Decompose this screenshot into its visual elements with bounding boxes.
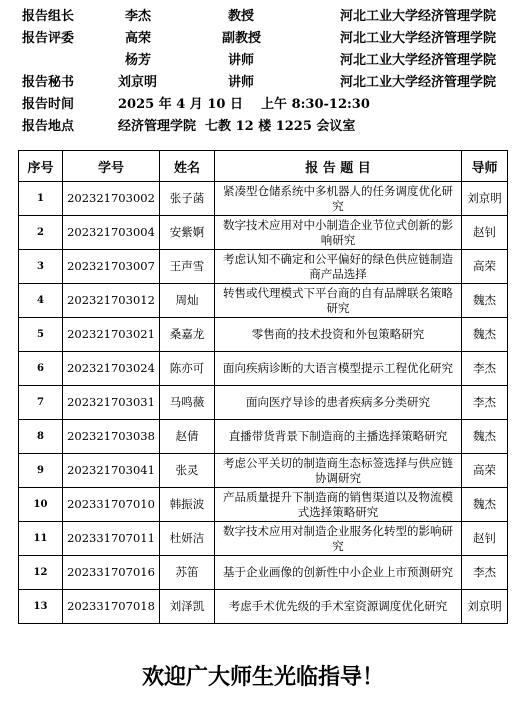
table-row (19, 522, 508, 556)
table-row (19, 488, 508, 522)
cell-advisor: 李杰 (462, 386, 508, 420)
cell-name: 刘泽凯 (160, 590, 215, 624)
place-value: 经济管理学院 七教 12 楼 1225 会议室 (118, 119, 356, 134)
cell-topic: 考虑公平关切的制造商生态标签选择与供应链协调研究 (215, 454, 462, 488)
table-row (19, 182, 508, 216)
cell-student-id: 202321703012 (63, 284, 160, 318)
cell-advisor: 李杰 (462, 352, 508, 386)
leader-title: 教授 (228, 9, 255, 24)
leader-name: 李杰 (125, 9, 152, 24)
table-row (19, 352, 508, 386)
cell-name: 安紫婀 (160, 216, 215, 250)
secretary-label: 报告秘书 (22, 75, 75, 90)
cell-no: 11 (19, 522, 63, 556)
cell-name: 马鸣薇 (160, 386, 215, 420)
cell-no: 9 (19, 454, 63, 488)
cell-name: 苏笛 (160, 556, 215, 590)
leader-org: 河北工业大学经济管理学院 (340, 9, 497, 24)
cell-name: 桑嘉龙 (160, 318, 215, 352)
col-header-topic: 报 告 题 目 (215, 151, 462, 182)
cell-no: 7 (19, 386, 63, 420)
cell-advisor: 赵钊 (462, 216, 508, 250)
secretary-org: 河北工业大学经济管理学院 (340, 75, 497, 90)
judge2-name: 杨芳 (125, 53, 152, 68)
cell-no: 6 (19, 352, 63, 386)
judge1-org: 河北工业大学经济管理学院 (340, 31, 497, 46)
cell-no: 3 (19, 250, 63, 284)
cell-no: 4 (19, 284, 63, 318)
table-row (19, 454, 508, 488)
cell-name: 王声雪 (160, 250, 215, 284)
cell-advisor: 刘京明 (462, 182, 508, 216)
cell-no: 8 (19, 420, 63, 454)
cell-student-id: 202321703038 (63, 420, 160, 454)
table-row (19, 250, 508, 284)
table-row (19, 284, 508, 318)
secretary-title: 讲师 (228, 75, 255, 90)
cell-name: 韩振波 (160, 488, 215, 522)
cell-no: 2 (19, 216, 63, 250)
table-row (19, 386, 508, 420)
cell-topic: 紧凑型仓储系统中多机器人的任务调度优化研究 (215, 182, 462, 216)
cell-name: 周灿 (160, 284, 215, 318)
cell-student-id: 202331707011 (63, 522, 160, 556)
cell-name: 陈亦可 (160, 352, 215, 386)
cell-advisor: 魏杰 (462, 318, 508, 352)
cell-no: 12 (19, 556, 63, 590)
cell-topic: 数字技术应用对制造企业服务化转型的影响研究 (215, 522, 462, 556)
cell-no: 10 (19, 488, 63, 522)
judge1-title: 副教授 (222, 31, 262, 46)
cell-student-id: 202331707018 (63, 590, 160, 624)
table-row (19, 216, 508, 250)
cell-no: 13 (19, 590, 63, 624)
cell-advisor: 赵钊 (462, 522, 508, 556)
judge-label: 报告评委 (22, 31, 75, 46)
cell-student-id: 202331707010 (63, 488, 160, 522)
cell-name: 张子菡 (160, 182, 215, 216)
leader-label: 报告组长 (22, 9, 75, 24)
cell-topic: 面向疾病诊断的大语言模型提示工程优化研究 (215, 352, 462, 386)
cell-topic: 考虑认知不确定和公平偏好的绿色供应链制造商产品选择 (215, 250, 462, 284)
cell-student-id: 202321703024 (63, 352, 160, 386)
cell-student-id: 202321703007 (63, 250, 160, 284)
table-row (19, 318, 508, 352)
cell-topic: 数字技术应用对中小制造企业节位式创新的影响研究 (215, 216, 462, 250)
cell-topic: 基于企业画像的创新性中小企业上市预测研究 (215, 556, 462, 590)
cell-name: 张灵 (160, 454, 215, 488)
cell-topic: 零售商的技术投资和外包策略研究 (215, 318, 462, 352)
time-label: 报告时间 (22, 97, 75, 112)
col-header-advisor: 导师 (462, 151, 508, 182)
judge2-org: 河北工业大学经济管理学院 (340, 53, 497, 68)
cell-student-id: 202321703002 (63, 182, 160, 216)
cell-topic: 面向医疗导诊的患者疾病多分类研究 (215, 386, 462, 420)
table-row (19, 556, 508, 590)
cell-student-id: 202331707016 (63, 556, 160, 590)
cell-topic: 转售或代理模式下平台商的自有品牌联名策略研究 (215, 284, 462, 318)
col-header-no: 序号 (19, 151, 63, 182)
cell-topic: 考虑手术优先级的手术室资源调度优化研究 (215, 590, 462, 624)
col-header-name: 姓名 (160, 151, 215, 182)
cell-advisor: 魏杰 (462, 284, 508, 318)
cell-student-id: 202321703041 (63, 454, 160, 488)
cell-advisor: 李杰 (462, 556, 508, 590)
cell-no: 1 (19, 182, 63, 216)
secretary-name: 刘京明 (118, 75, 158, 90)
cell-topic: 直播带货背景下制造商的主播选择策略研究 (215, 420, 462, 454)
cell-student-id: 202321703021 (63, 318, 160, 352)
table-row (19, 590, 508, 624)
judge1-name: 高荣 (125, 31, 152, 46)
footer-welcome: 欢迎广大师生光临指导！ (141, 664, 384, 690)
cell-advisor: 刘京明 (462, 590, 508, 624)
cell-student-id: 202321703004 (63, 216, 160, 250)
cell-name: 赵倩 (160, 420, 215, 454)
cell-advisor: 魏杰 (462, 488, 508, 522)
table-header-row (19, 151, 508, 182)
report-table (18, 150, 508, 624)
judge2-title: 讲师 (228, 53, 255, 68)
cell-advisor: 高荣 (462, 250, 508, 284)
cell-name: 杜妍洁 (160, 522, 215, 556)
time-value: 2025 年 4 月 10 日 上午 8:30-12:30 (118, 97, 370, 112)
table-row (19, 420, 508, 454)
cell-no: 5 (19, 318, 63, 352)
cell-topic: 产品质量提升下制造商的销售渠道以及物流模式选择策略研究 (215, 488, 462, 522)
col-header-id: 学号 (63, 151, 160, 182)
cell-advisor: 魏杰 (462, 420, 508, 454)
cell-student-id: 202321703031 (63, 386, 160, 420)
cell-advisor: 高荣 (462, 454, 508, 488)
place-label: 报告地点 (22, 119, 75, 134)
